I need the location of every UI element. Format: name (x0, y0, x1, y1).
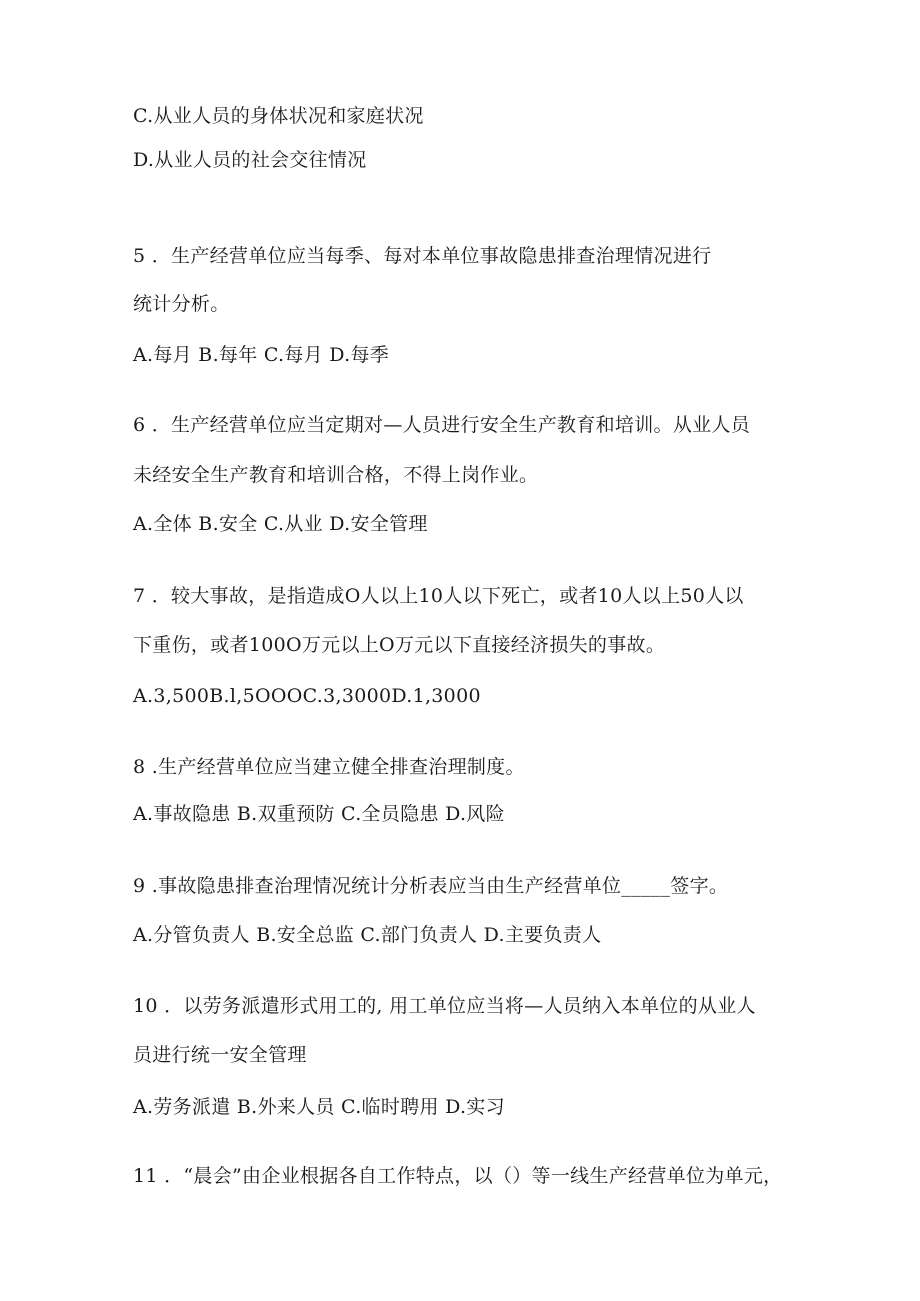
question-5-line-1: 5 ．生产经营单位应当每季、每对本单位事故隐患排查治理情况进行 (133, 245, 712, 267)
question-9-options: A.分管负责人 B.安全总监 C.部门负责人 D.主要负责人 (133, 924, 602, 946)
question-10-line-2: 员进行统一安全管理 (133, 1044, 307, 1066)
question-6-line-1: 6 ．生产经营单位应当定期对—人员进行安全生产教育和培训。从业人员 (133, 414, 751, 436)
option-line-c: C.从业人员的身体状况和家庭状况 (133, 105, 424, 127)
question-8-line-1: 8 .生产经营单位应当建立健全排查治理制度。 (133, 756, 525, 778)
question-6-line-2: 未经安全生产教育和培训合格，不得上岗作业。 (133, 464, 539, 486)
question-7-line-2: 下重伤，或者100O万元以上O万元以下直接经济损失的事故。 (133, 634, 666, 656)
question-9-line-1: 9 .事故隐患排查治理情况统计分析表应当由生产经营单位_____签字。 (133, 875, 729, 897)
question-8-options: A.事故隐患 B.双重预防 C.全员隐患 D.风险 (133, 803, 505, 825)
question-7-options: A.3,500B.l,5OOOC.3,3000D.1,3000 (133, 685, 481, 707)
question-5-line-2: 统计分析。 (133, 293, 230, 315)
question-10-line-1: 10 ．以劳务派遣形式用工的, 用工单位应当将—人员纳入本单位的从业人 (133, 995, 756, 1017)
question-10-options: A.劳务派遣 B.外来人员 C.临时聘用 D.实习 (133, 1096, 505, 1118)
question-5-options: A.每月 B.每年 C.每月 D.每季 (133, 344, 390, 366)
question-11-line-1: 11 ．“晨会”由企业根据各自工作特点，以（）等一线生产经营单位为单元， (133, 1165, 783, 1187)
question-6-options: A.全体 B.安全 C.从业 D.安全管理 (133, 513, 428, 535)
option-line-d: D.从业人员的社会交往情况 (133, 149, 367, 171)
question-7-line-1: 7 ．较大事故，是指造成O人以上10人以下死亡，或者10人以上50人以 (133, 585, 744, 607)
